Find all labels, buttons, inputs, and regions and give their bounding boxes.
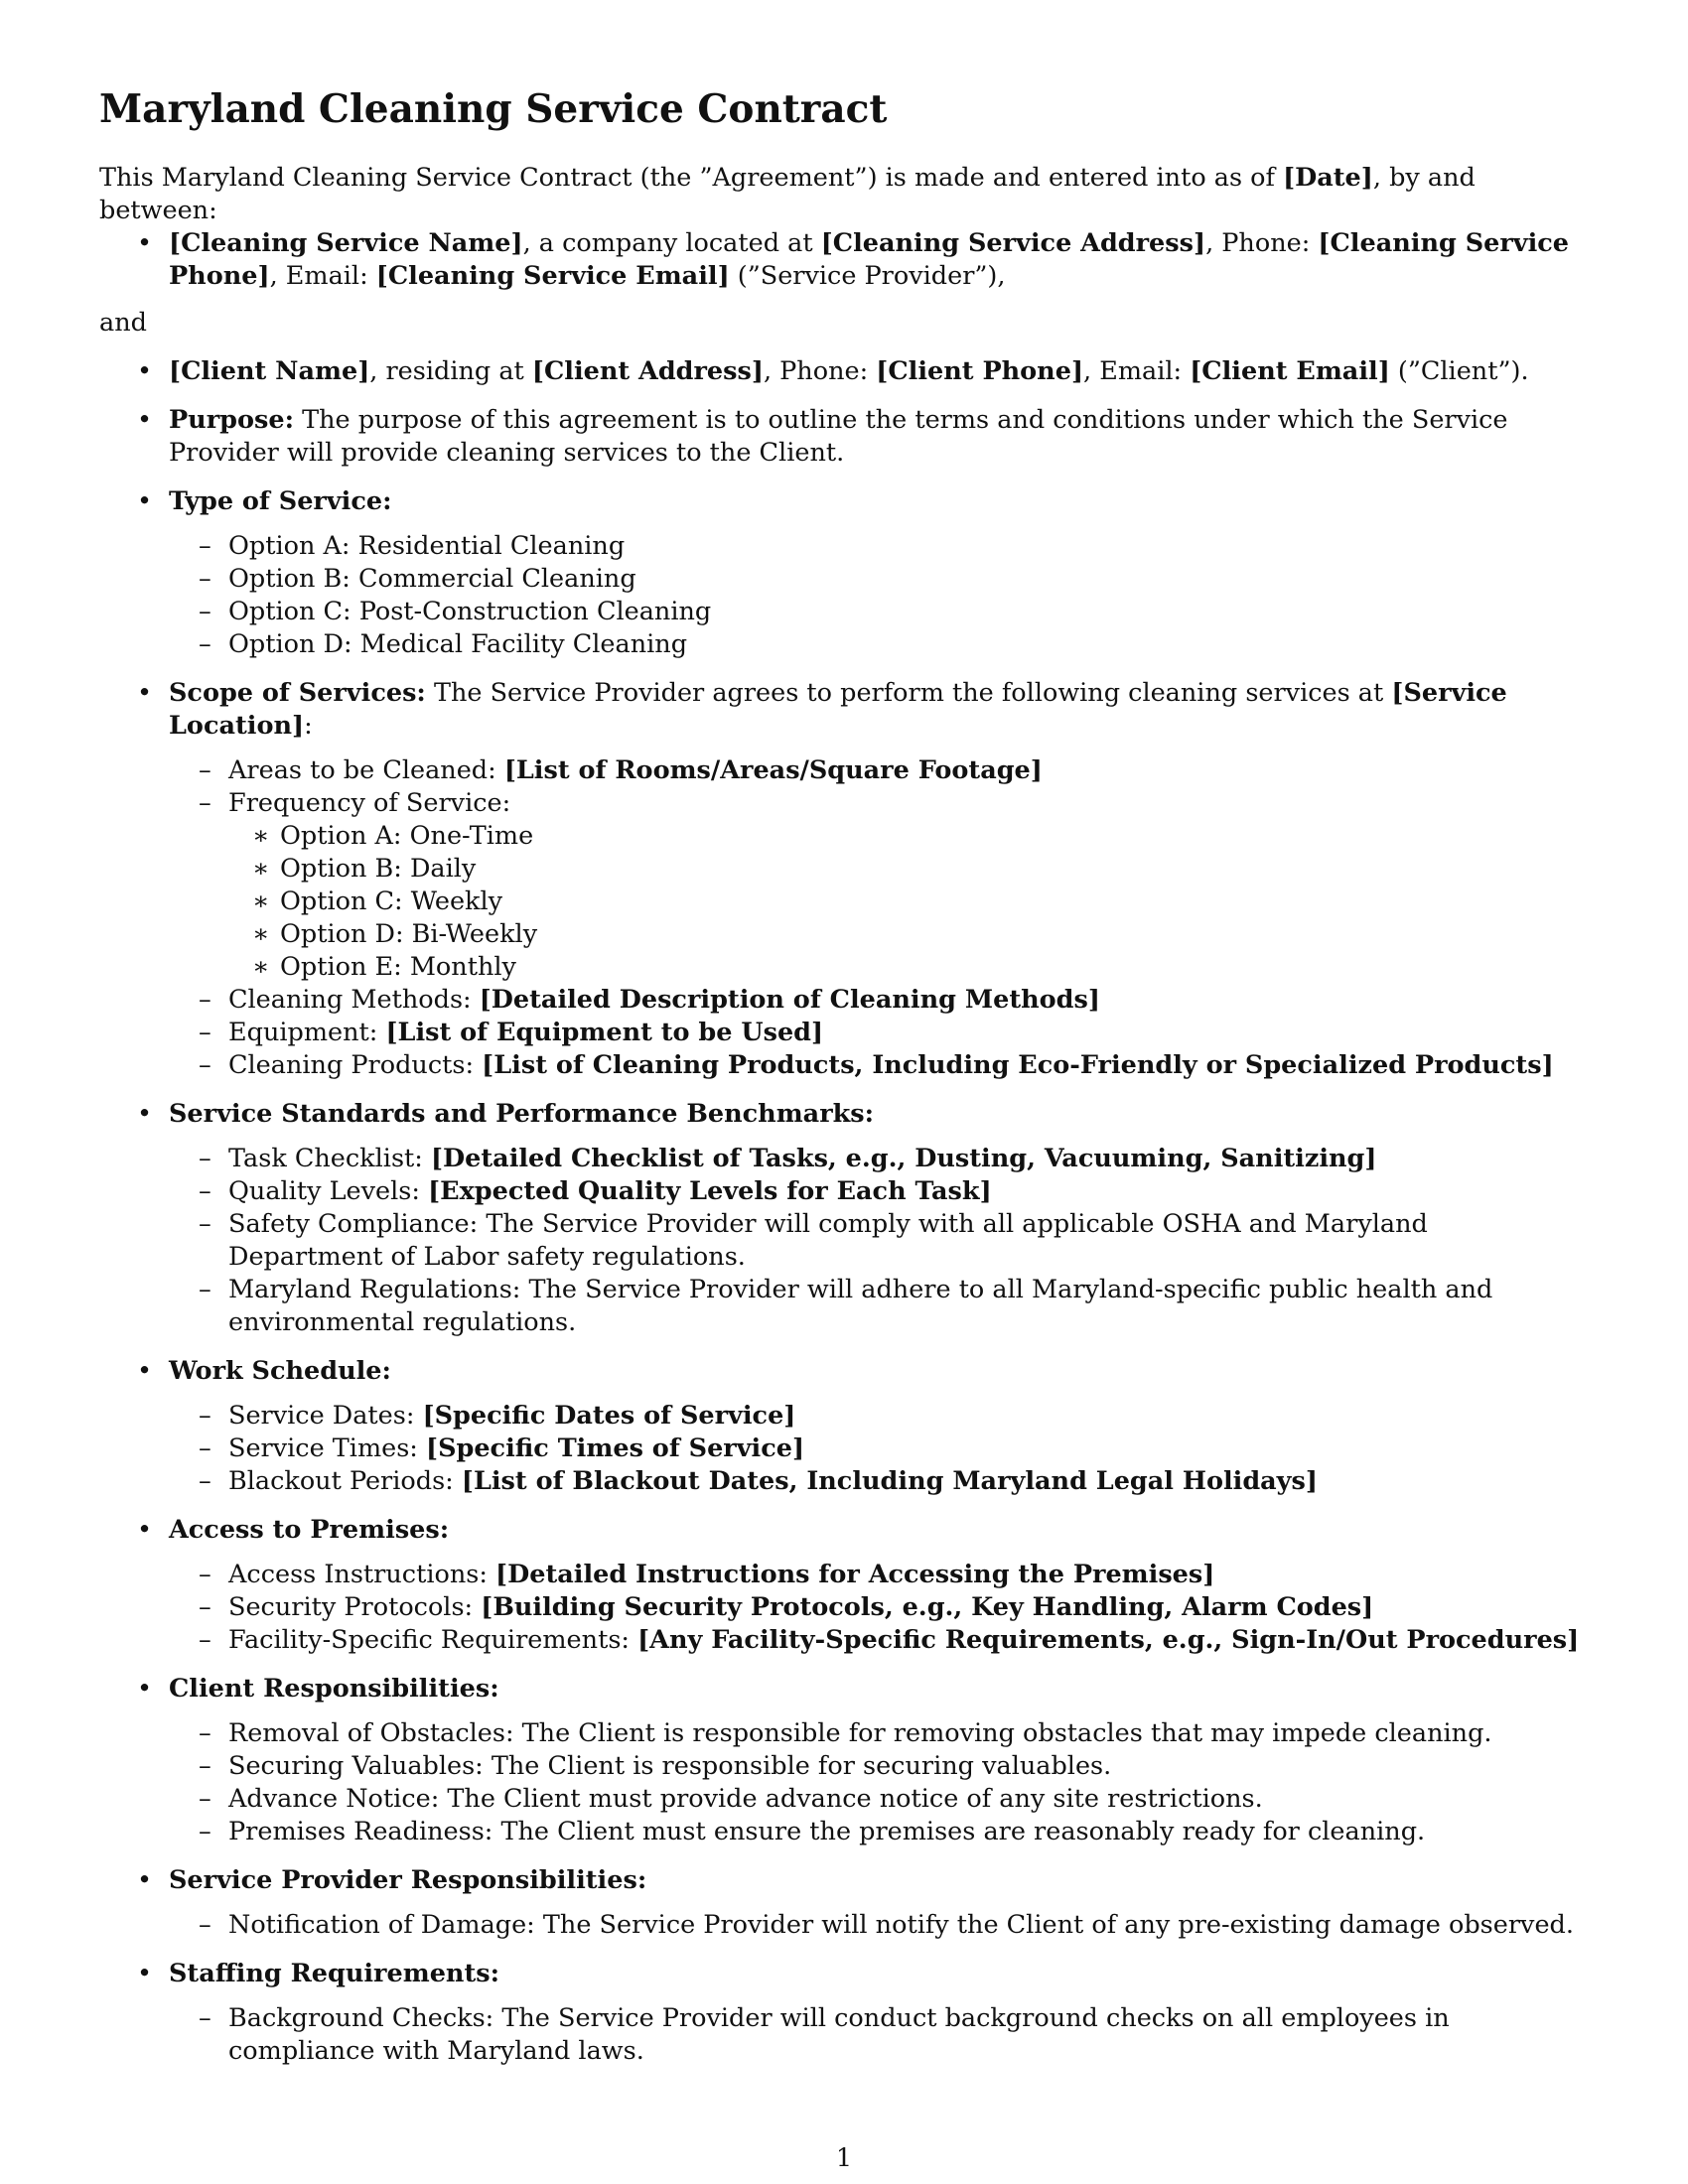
client-email: [Client Email] (1190, 356, 1390, 386)
client-responsibilities-items (169, 1717, 1589, 1848)
list-item: ∗ Option D: Bi-Weekly (228, 918, 1589, 951)
list-item: – Option D: Medical Facility Cleaning (169, 628, 1589, 661)
blackout-label: Blackout Periods: (228, 1466, 462, 1496)
list-item (169, 1017, 1589, 1049)
intro-text-b: , by and between: (99, 163, 1476, 225)
dates-label: Service Dates: (228, 1401, 423, 1431)
products-placeholder: [List of Cleaning Products, Including Eco-Friendly or Specialized Products] (482, 1050, 1554, 1080)
document-title: Maryland Cleaning Service Contract (99, 86, 888, 132)
areas-label: Areas to be Cleaned: (228, 755, 504, 785)
provider-responsibilities-clause (99, 1864, 1589, 1942)
security-placeholder: [Building Security Protocols, e.g., Key Handling, Alarm Codes] (481, 1592, 1374, 1622)
provider-phone: [Cleaning Service Phone] (169, 228, 1570, 291)
date-placeholder: [Date] (1283, 163, 1373, 193)
times-placeholder: [Specific Times of Service] (426, 1433, 805, 1463)
list-item (169, 1433, 1589, 1465)
list-item: – Option B: Commercial Cleaning (169, 563, 1589, 596)
client-party (99, 355, 1589, 388)
facility-placeholder: [Any Facility-Specific Requirements, e.g., Sign-In/Out Procedures] (637, 1625, 1580, 1655)
client-text: , Phone: (763, 356, 877, 386)
type-of-service-clause (99, 485, 1589, 661)
purpose-label: Purpose: (169, 405, 294, 435)
areas-placeholder: [List of Rooms/Areas/Square Footage] (503, 755, 1043, 785)
staffing-clause (99, 1958, 1589, 2068)
scope-text: : (304, 711, 313, 741)
scope-label: Scope of Services: (169, 678, 426, 708)
equipment-label: Equipment: (228, 1018, 386, 1047)
purpose-text: The purpose of this agreement is to outline the terms and conditions under which the Service Provider will provide cleaning services to the Client. (169, 405, 1508, 468)
standards-label: Service Standards and Performance Benchmarks: (169, 1099, 875, 1129)
quality-placeholder: [Expected Quality Levels for Each Task] (428, 1176, 992, 1206)
checklist-label: Task Checklist: (228, 1144, 431, 1173)
client-text: , Email: (1083, 356, 1191, 386)
list-item: – Advance Notice: The Client must provide advance notice of any site restrictions. (169, 1783, 1589, 1816)
security-label: Security Protocols: (228, 1592, 482, 1622)
service-location-placeholder: [Service Location] (169, 678, 1507, 741)
type-of-service-options (169, 530, 1589, 661)
scope-items (169, 754, 1589, 1082)
methods-label: Cleaning Methods: (228, 985, 480, 1015)
staffing-label: Staffing Requirements: (169, 1959, 500, 1988)
list-item (169, 1049, 1589, 1082)
provider-party (99, 227, 1589, 293)
list-item: – Notification of Damage: The Service Provider will notify the Client of any pre-existing damage observed. (169, 1909, 1589, 1942)
methods-placeholder: [Detailed Description of Cleaning Methods] (479, 985, 1100, 1015)
list-item (169, 1175, 1589, 1208)
provider-address: [Cleaning Service Address] (820, 228, 1206, 258)
list-item (169, 1591, 1589, 1624)
list-item (169, 1559, 1589, 1591)
list-item (169, 1465, 1589, 1498)
facility-label: Facility-Specific Requirements: (228, 1625, 638, 1655)
schedule-clause (99, 1355, 1589, 1498)
list-item: ∗ Option B: Daily (228, 853, 1589, 886)
products-label: Cleaning Products: (228, 1050, 483, 1080)
checklist-placeholder: [Detailed Checklist of Tasks, e.g., Dusting, Vacuuming, Sanitizing] (430, 1144, 1377, 1173)
list-item: – Maryland Regulations: The Service Provider will adhere to all Maryland-specific public health and environmental regulations. (169, 1274, 1589, 1339)
schedule-label: Work Schedule: (169, 1356, 391, 1386)
provider-name: [Cleaning Service Name] (169, 228, 523, 258)
provider-text: (”Service Provider”), (729, 261, 1006, 291)
party-list-provider (99, 227, 1589, 293)
list-item: – Option C: Post-Construction Cleaning (169, 596, 1589, 628)
main-clause-list (99, 355, 1589, 2068)
equipment-placeholder: [List of Equipment to be Used] (385, 1018, 824, 1047)
standards-clause (99, 1098, 1589, 1339)
scope-clause (99, 677, 1589, 1082)
access-items (169, 1559, 1589, 1657)
list-item: – Removal of Obstacles: The Client is responsible for removing obstacles that may impede cleaning. (169, 1717, 1589, 1750)
list-item: – Premises Readiness: The Client must ensure the premises are reasonably ready for cleaning. (169, 1816, 1589, 1848)
list-item: – Background Checks: The Service Provider will conduct background checks on all employees in compliance with Maryland laws. (169, 2002, 1589, 2068)
frequency-options (228, 820, 1589, 984)
type-of-service-label: Type of Service: (169, 486, 392, 516)
provider-text: , Email: (269, 261, 376, 291)
standards-items (169, 1143, 1589, 1339)
client-name: [Client Name] (169, 356, 370, 386)
provider-text: , a company located at (522, 228, 821, 258)
dates-placeholder: [Specific Dates of Service] (422, 1401, 796, 1431)
schedule-items (169, 1400, 1589, 1498)
list-item (169, 984, 1589, 1017)
intro-text-a: This Maryland Cleaning Service Contract (the ”Agreement”) is made and entered into as of (99, 163, 1284, 193)
client-phone: [Client Phone] (876, 356, 1084, 386)
list-item: – Securing Valuables: The Client is responsible for securing valuables. (169, 1750, 1589, 1783)
instructions-label: Access Instructions: (228, 1560, 496, 1589)
instructions-placeholder: [Detailed Instructions for Accessing the Premises] (495, 1560, 1215, 1589)
blackout-placeholder: [List of Blackout Dates, Including Maryland Legal Holidays] (461, 1466, 1318, 1496)
list-item: – Option A: Residential Cleaning (169, 530, 1589, 563)
provider-responsibilities-label: Service Provider Responsibilities: (169, 1865, 647, 1895)
times-label: Service Times: (228, 1433, 427, 1463)
provider-responsibilities-items (169, 1909, 1589, 1942)
staffing-items (169, 2002, 1589, 2068)
list-item: ∗ Option E: Monthly (228, 951, 1589, 984)
page-number: 1 (835, 2143, 853, 2173)
frequency-label: Frequency of Service: (228, 788, 511, 818)
provider-text: , Phone: (1205, 228, 1319, 258)
access-clause (99, 1514, 1589, 1657)
client-text: (”Client”). (1389, 356, 1529, 386)
access-label: Access to Premises: (169, 1515, 450, 1545)
and-text: and (99, 308, 147, 338)
contract-body (99, 162, 1589, 2068)
list-item (169, 787, 1589, 984)
provider-email: [Cleaning Service Email] (375, 261, 730, 291)
purpose-clause (99, 404, 1589, 470)
list-item (169, 1400, 1589, 1433)
list-item (169, 1143, 1589, 1175)
client-responsibilities-label: Client Responsibilities: (169, 1674, 499, 1704)
list-item: – Safety Compliance: The Service Provider will comply with all applicable OSHA and Maryland Department of Labor safety regulations. (169, 1208, 1589, 1274)
list-item (169, 1624, 1589, 1657)
client-responsibilities-clause (99, 1673, 1589, 1848)
client-text: , residing at (369, 356, 532, 386)
list-item (169, 754, 1589, 787)
scope-text: The Service Provider agrees to perform the following cleaning services at (425, 678, 1392, 708)
list-item: ∗ Option A: One-Time (228, 820, 1589, 853)
client-address: [Client Address] (531, 356, 764, 386)
quality-label: Quality Levels: (228, 1176, 429, 1206)
list-item: ∗ Option C: Weekly (228, 886, 1589, 918)
intro-paragraph (99, 162, 1589, 227)
